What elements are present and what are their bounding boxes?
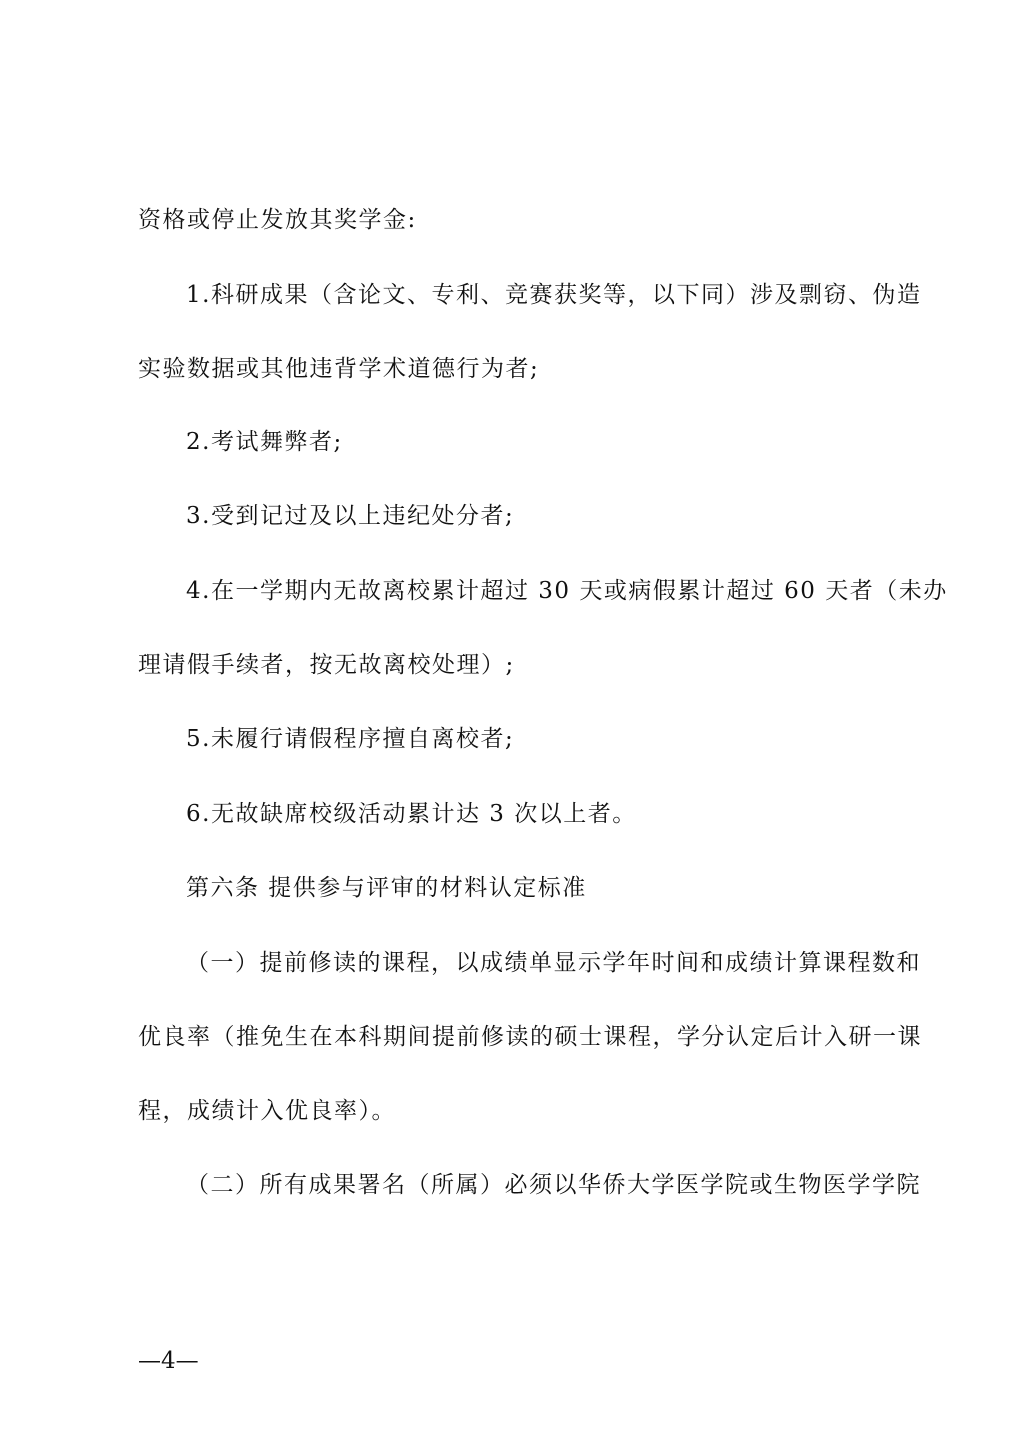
paragraph-line-6: 4.在一学期内无故离校累计超过 30 天或病假累计超过 60 天者（未办 — [186, 578, 948, 604]
paragraph-line-3: 实验数据或其他违背学术道德行为者; — [138, 356, 540, 382]
paragraph-line-4: 2.考试舞弊者; — [186, 429, 343, 455]
section-heading: 第六条 提供参与评审的材料认定标准 — [186, 875, 587, 901]
paragraph-line-5: 3.受到记过及以上违纪处分者; — [186, 503, 515, 529]
paragraph-line-8: 5.未履行请假程序擅自离校者; — [186, 726, 515, 752]
paragraph-line-14: （二）所有成果署名（所属）必须以华侨大学医学院或生物医学学院 — [186, 1172, 921, 1198]
paragraph-line-9: 6.无故缺席校级活动累计达 3 次以上者。 — [186, 801, 637, 827]
paragraph-line-11: （一）提前修读的课程，以成绩单显示学年时间和成绩计算课程数和 — [186, 950, 921, 976]
paragraph-line-1: 资格或停止发放其奖学金: — [138, 207, 417, 233]
paragraph-line-7: 理请假手续者，按无故离校处理）; — [138, 652, 515, 678]
paragraph-line-2: 1.科研成果（含论文、专利、竞赛获奖等，以下同）涉及剽窃、伪造 — [186, 282, 922, 308]
paragraph-line-12: 优良率（推免生在本科期间提前修读的硕士课程，学分认定后计入研一课 — [138, 1024, 922, 1050]
page-number: —4— — [138, 1348, 199, 1374]
paragraph-line-13: 程，成绩计入优良率）。 — [138, 1098, 396, 1124]
